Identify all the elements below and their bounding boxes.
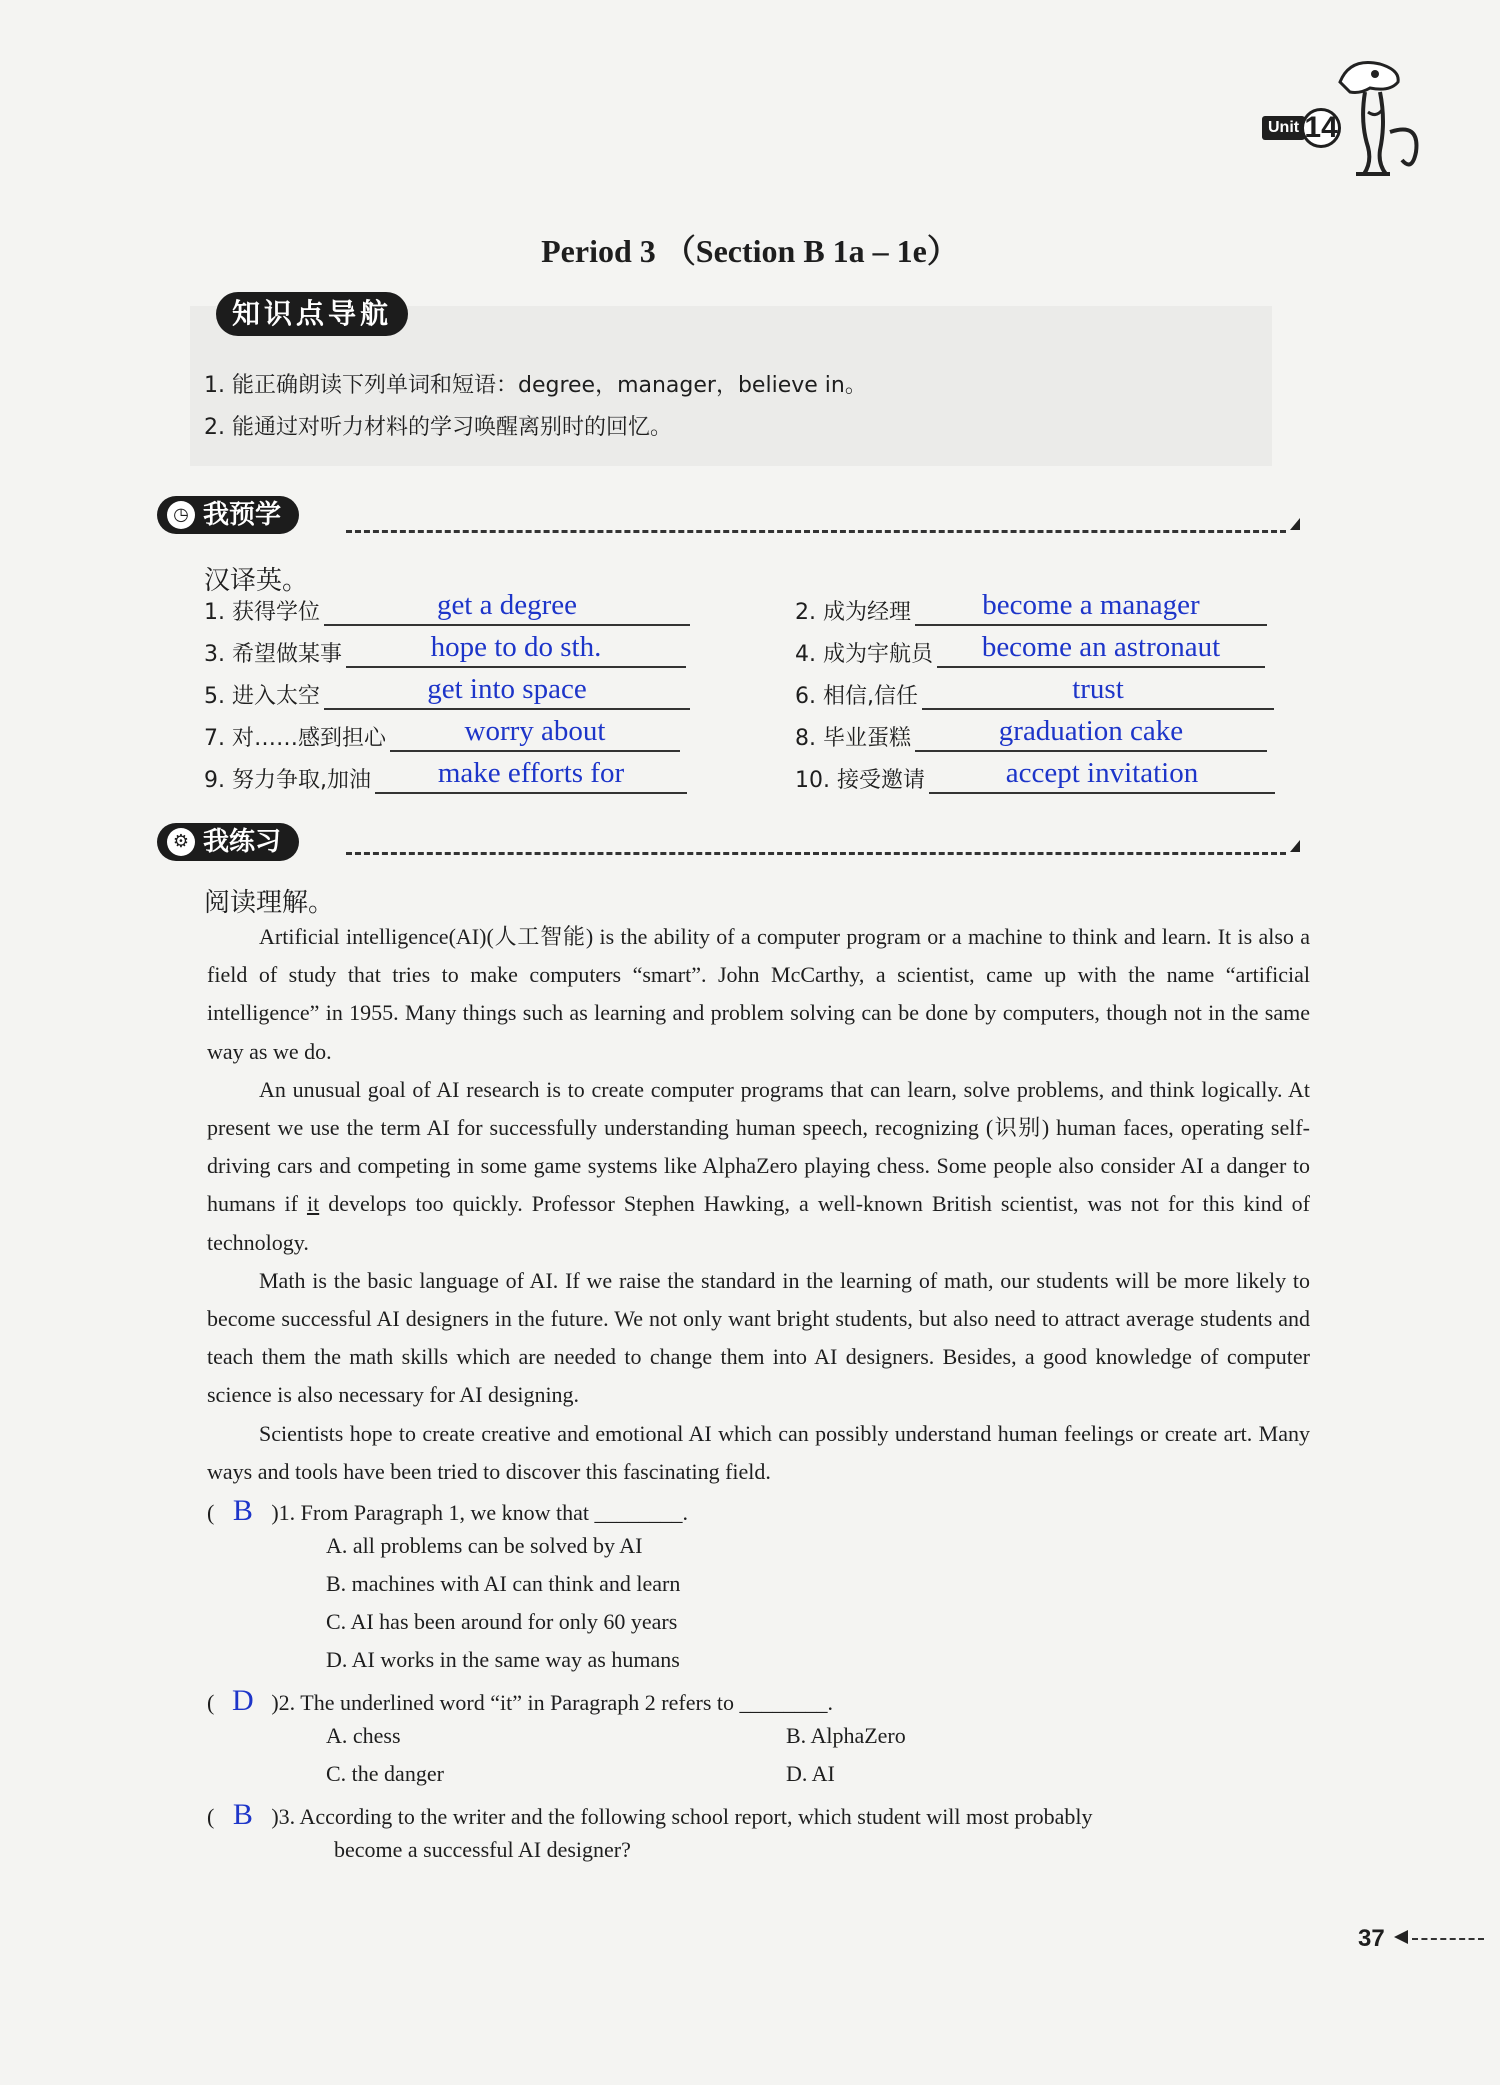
vocab-blank — [324, 589, 690, 626]
vocab-prompt: 3. 希望做某事 — [204, 642, 342, 667]
vocab-item — [204, 673, 690, 710]
vocab-item — [204, 589, 690, 626]
vocab-prompt: 2. 成为经理 — [795, 600, 911, 625]
practice-heading — [157, 823, 299, 861]
mascot-illustration — [1320, 52, 1430, 182]
bracket-open: ( — [207, 1500, 215, 1525]
question-stem-continued: become a successful AI designer? — [334, 1837, 631, 1862]
passage-paragraph: Scientists hope to create creative and emotional AI which can possibly understand human feelings or create art. Many ways and tools have been tried to discover this fascinating field. — [207, 1420, 1310, 1484]
bicycle-icon: ⚙ — [167, 828, 195, 856]
vocab-prompt: 5. 进入太空 — [204, 684, 320, 709]
option: B. AlphaZero — [786, 1723, 906, 1748]
divider-end-mark — [1290, 840, 1300, 852]
vocab-prompt: 7. 对……感到担心 — [204, 726, 386, 751]
vocab-answer: accept invitation — [1005, 757, 1199, 789]
vocab-answer: hope to do sth. — [430, 631, 602, 663]
reading-passage — [207, 918, 1310, 1491]
passage-text: develops too quickly. Professor Stephen Hawking, a well-known British scientist, was not for this kind of technology. — [207, 1191, 1310, 1255]
question-1 — [207, 1494, 1317, 1528]
clock-icon: ◷ — [167, 501, 195, 529]
knowledge-item: 2. 能通过对听力材料的学习唤醒离别时的回忆。 — [204, 415, 672, 440]
passage-paragraph: Math is the basic language of AI. If we raise the standard in the learning of math, our students will be more likely to become successful AI designers in the future. We not only want bright students, but also need to attract average students and teach them the math skills which are needed to change them into AI designers. Besides, a good knowledge of computer science is also necessary for AI designing. — [207, 1267, 1310, 1408]
passage-paragraph: Artificial intelligence(AI)(人工智能) is the ability of a computer program or a machine to think and learn. It is also a field of study that tries to make computers “smart”. John McCarthy, a scientist, came up with the name “artificial intelligence” in 1955. Many things such as learning and problem solving can be done by computers, though not in the same way as we do. — [207, 924, 1310, 1064]
vocab-item — [795, 757, 1275, 794]
vocab-item — [795, 715, 1267, 752]
option: D. AI works in the same way as humans — [326, 1647, 680, 1672]
page-number-dash — [1412, 1938, 1484, 1940]
vocab-prompt: 6. 相信,信任 — [795, 684, 918, 709]
option: C. the danger — [326, 1761, 444, 1786]
practice-instruction: 阅读理解。 — [204, 888, 335, 918]
vocab-blank — [390, 715, 680, 752]
vocab-blank — [346, 631, 686, 668]
vocab-blank — [375, 757, 687, 794]
passage-paragraph — [207, 1071, 1310, 1262]
question-stem: The underlined word “it” in Paragraph 2 refers to ________. — [300, 1690, 833, 1715]
vocab-prompt: 8. 毕业蛋糕 — [795, 726, 911, 751]
vocab-blank — [922, 673, 1274, 710]
vocab-blank — [937, 631, 1265, 668]
question-2 — [207, 1684, 1317, 1718]
vocab-answer: graduation cake — [998, 715, 1184, 747]
section-divider — [346, 852, 1286, 855]
vocab-blank — [324, 673, 690, 710]
underlined-word: it — [306, 1191, 320, 1217]
vocab-answer: make efforts for — [437, 757, 625, 789]
vocab-answer: become an astronaut — [981, 631, 1221, 663]
vocab-item — [795, 673, 1274, 710]
vocab-answer: get a degree — [436, 589, 578, 621]
preview-heading — [157, 496, 299, 534]
vocab-prompt: 10. 接受邀请 — [795, 768, 925, 793]
bracket-close: )3. — [271, 1804, 296, 1829]
question-stem: According to the writer and the following school report, which student will most probably — [299, 1804, 1093, 1829]
bracket-close: )1. — [271, 1500, 296, 1525]
vocab-answer: get into space — [427, 673, 587, 705]
bracket-open: ( — [207, 1804, 215, 1829]
vocab-item — [204, 757, 687, 794]
question-stem: From Paragraph 1, we know that ________. — [300, 1500, 689, 1525]
answer-mark: B — [232, 1494, 253, 1527]
vocab-blank — [929, 757, 1275, 794]
vocab-blank — [915, 715, 1267, 752]
knowledge-item: 1. 能正确朗读下列单词和短语：degree，manager，believe in。 — [204, 373, 867, 398]
answer-mark: D — [231, 1684, 254, 1717]
divider-end-mark — [1290, 518, 1300, 530]
vocab-prompt: 1. 获得学位 — [204, 600, 320, 625]
knowledge-heading: 知识点导航 — [216, 292, 408, 336]
option: B. machines with AI can think and learn — [326, 1571, 681, 1596]
option: A. chess — [326, 1723, 401, 1748]
unit-number: 14 — [1301, 108, 1341, 148]
unit-label: Unit — [1262, 116, 1305, 140]
arrow-left-icon — [1394, 1930, 1408, 1944]
page-title: Period 3 （Section B 1a – 1e） — [541, 233, 959, 269]
vocab-answer: worry about — [464, 715, 606, 747]
vocab-answer: trust — [1072, 673, 1124, 705]
answer-mark: B — [232, 1798, 253, 1831]
section-divider — [346, 530, 1286, 533]
vocab-prompt: 9. 努力争取,加油 — [204, 768, 371, 793]
option: D. AI — [786, 1761, 835, 1786]
preview-heading-label: 我预学 — [203, 500, 282, 530]
bracket-open: ( — [207, 1690, 215, 1715]
practice-heading-label: 我练习 — [203, 827, 282, 857]
vocab-blank — [915, 589, 1267, 626]
option: A. all problems can be solved by AI — [326, 1533, 643, 1558]
option: C. AI has been around for only 60 years — [326, 1609, 678, 1634]
vocab-prompt: 4. 成为宇航员 — [795, 642, 933, 667]
vocab-answer: become a manager — [982, 589, 1200, 621]
vocab-item — [204, 715, 680, 752]
passage-text: An unusual goal of AI research is to create computer programs that can learn, solve problems, and think logically. At present we use the term AI for successfully understanding human speech, recognizing (识别) human faces, operating self-driving cars and competing in some game systems like AlphaZero playing chess. Some people also consider AI a danger to humans if — [207, 1076, 1310, 1217]
question-3 — [207, 1798, 1317, 1832]
bracket-close: )2. — [271, 1690, 296, 1715]
page-number: 37 — [1358, 1925, 1385, 1952]
vocab-item — [795, 631, 1265, 668]
vocab-item — [204, 631, 686, 668]
preview-instruction: 汉译英。 — [204, 566, 309, 596]
vocab-item — [795, 589, 1267, 626]
